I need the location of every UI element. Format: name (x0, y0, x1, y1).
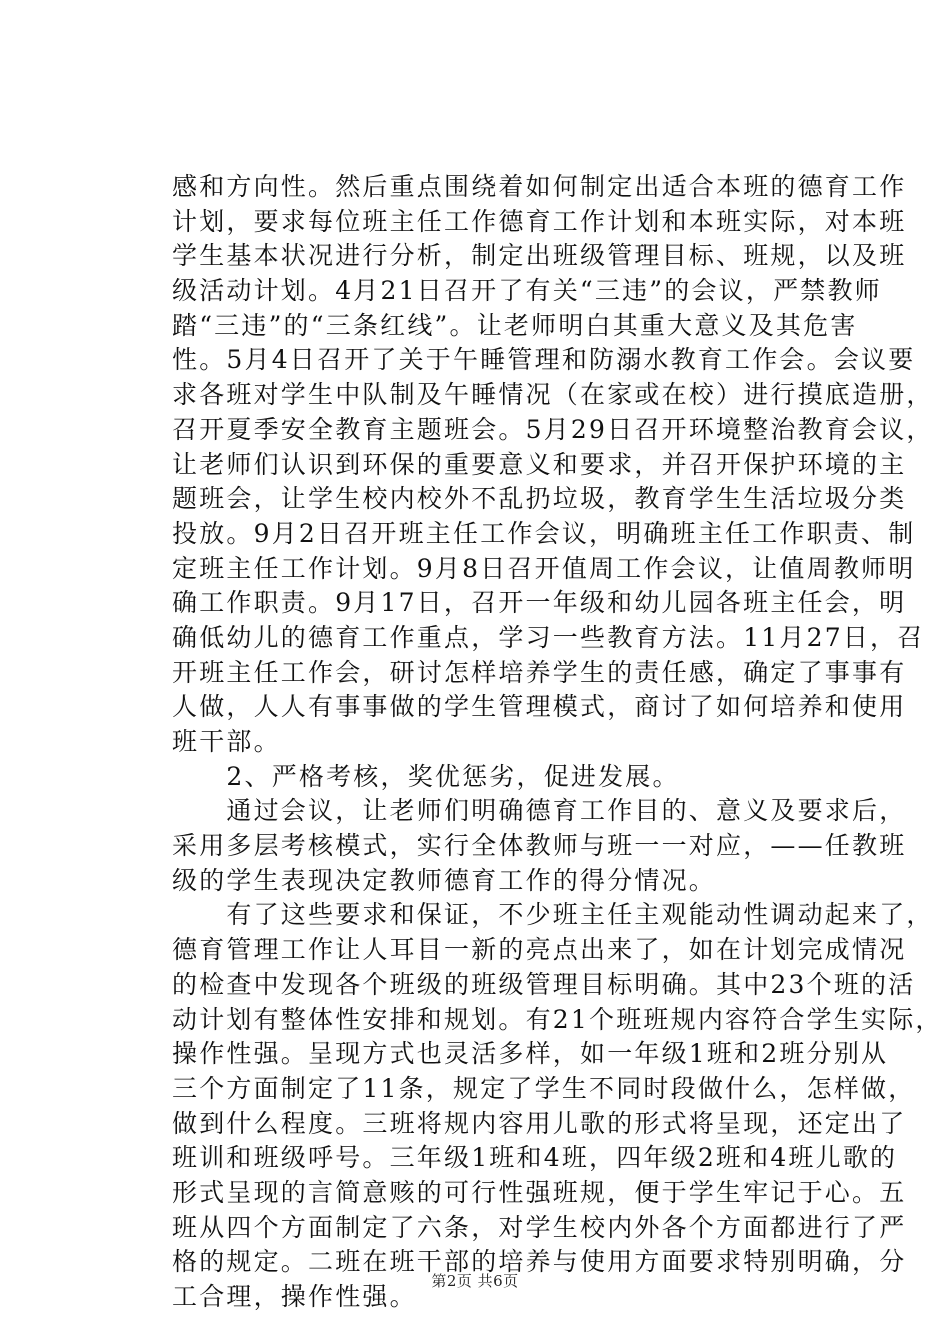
text-line: 学生基本状况进行分析，制定出班级管理目标、班规，以及班 (172, 241, 907, 271)
text-line: 采用多层考核模式，实行全体教师与班一一对应，——任教班 (172, 831, 907, 861)
text-line: 的检查中发现各个班级的班级管理目标明确。其中23个班的活 (172, 969, 916, 999)
text-line: 确工作职责。9月17日，召开一年级和幼儿园各班主任会，明 (172, 588, 907, 618)
text-line: 做到什么程度。三班将规内容用儿歌的形式将呈现，还定出了 (172, 1108, 907, 1138)
text-line: 操作性强。呈现方式也灵活多样，如一年级1班和2班分别从 (172, 1039, 889, 1069)
text-line: 工合理，操作性强。 (172, 1282, 417, 1311)
text-line: 班从四个方面制定了六条，对学生校内外各个方面都进行了严 (172, 1212, 907, 1242)
text-line: 感和方向性。然后重点围绕着如何制定出适合本班的德育工作 (172, 172, 907, 201)
text-line: 定班主任工作计划。9月8日召开值周工作会议，让值周教师明 (172, 553, 916, 583)
text-line: 班干部。 (172, 727, 281, 756)
text-line: 三个方面制定了11条，规定了学生不同时段做什么，怎样做， (172, 1073, 916, 1103)
text-line: 有了这些要求和保证，不少班主任主观能动性调动起来了， (172, 900, 934, 930)
text-line: 动计划有整体性安排和规划。有21个班班规内容符合学生实际， (172, 1004, 943, 1034)
text-line: 级的学生表现决定教师德育工作的得分情况。 (172, 865, 717, 895)
text-line: 格的规定。二班在班干部的培养与使用方面要求特别明确，分 (172, 1247, 907, 1277)
text-line: 确低幼儿的德育工作重点，学习一些教育方法。11月27日，召 (172, 622, 925, 652)
text-line: 计划，要求每位班主任工作德育工作计划和本班实际，对本班 (172, 206, 907, 236)
text-line: 性。5月4日召开了关于午睡管理和防溺水教育工作会。会议要 (172, 345, 916, 375)
text-line: 让老师们认识到环保的重要意义和要求，并召开保护环境的主 (172, 449, 907, 479)
text-line: 通过会议，让老师们明确德育工作目的、意义及要求后， (172, 796, 907, 826)
text-line: 求各班对学生中队制及午睡情况（在家或在校）进行摸底造册， (172, 380, 934, 410)
text-line: 开班主任工作会，研讨怎样培养学生的责任感，确定了事事有 (172, 657, 907, 687)
page-number-footer: 第2页 共6页 (431, 1272, 519, 1290)
text-line: 班训和班级呼号。三年级1班和4班，四年级2班和4班儿歌的 (172, 1143, 898, 1173)
text-line: 德育管理工作让人耳目一新的亮点出来了，如在计划完成情况 (172, 935, 907, 965)
text-line: 形式呈现的言简意赅的可行性强班规，便于学生牢记于心。五 (172, 1177, 907, 1207)
text-line: 人做，人人有事事做的学生管理模式，商讨了如何培养和使用 (172, 692, 907, 722)
text-line: 召开夏季安全教育主题班会。5月29日召开环境整治教育会议， (172, 414, 934, 444)
text-line: 题班会，让学生校内校外不乱扔垃圾，教育学生生活垃圾分类 (172, 484, 907, 514)
body-text (172, 170, 943, 1315)
section-heading: 2、严格考核，奖优惩劣，促进发展。 (172, 761, 680, 791)
text-line: 投放。9月2日召开班主任工作会议，明确班主任工作职责、制 (172, 518, 916, 548)
text-line: 踏“三违”的“三条红线”。让老师明白其重大意义及其危害 (172, 310, 858, 340)
text-line: 级活动计划。4月21日召开了有关“三违”的会议，严禁教师 (172, 276, 882, 306)
